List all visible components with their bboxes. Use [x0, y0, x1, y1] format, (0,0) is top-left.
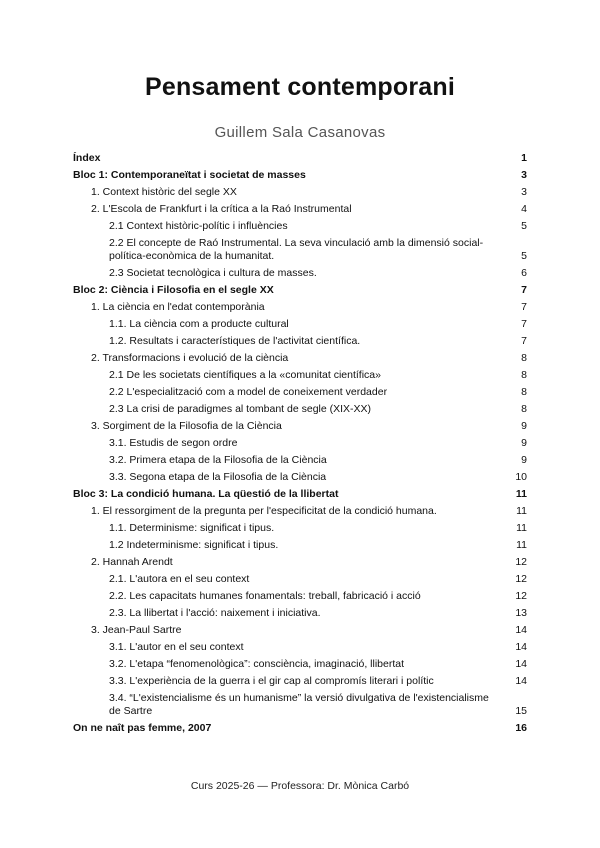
toc-entry-title: 1. El ressorgiment de la pregunta per l'especificitat de la condició humana.	[91, 505, 437, 517]
toc-entry-page: 1	[521, 152, 527, 164]
toc-entry-title: 1.2. Resultats i característiques de l'activitat científica.	[109, 335, 361, 347]
toc-entry-page: 5	[521, 250, 527, 262]
toc-entry-title: 3.4. “L'existencialisme és un humanisme” la versió divulgativa de l'existencialisme de Sartre	[109, 692, 489, 717]
toc-entry-page: 11	[516, 505, 527, 517]
toc-entry-title: 1. Context històric del segle XX	[91, 186, 237, 198]
toc-entry-title: 3.2. L'etapa “fenomenològica”: consciència, imaginació, llibertat	[109, 658, 405, 670]
toc-entry[interactable]	[73, 318, 527, 331]
toc-entry[interactable]	[73, 505, 527, 518]
toc-entry-page: 8	[521, 403, 527, 415]
toc-entry-title: On ne naît pas femme, 2007	[73, 722, 212, 734]
toc-entry-page: 14	[515, 675, 527, 687]
toc-entry-page: 7	[521, 284, 527, 296]
toc-entry-title: 1.1. La ciència com a producte cultural	[109, 318, 289, 330]
toc-entry-title: 2.1 De les societats científiques a la «comunitat científica»	[109, 369, 381, 381]
toc-entry-title: Bloc 1: Contemporaneïtat i societat de masses	[73, 169, 306, 181]
toc-entry[interactable]	[73, 169, 527, 182]
toc-entry-page: 10	[515, 471, 527, 483]
toc-entry-page: 13	[515, 607, 527, 619]
toc-entry[interactable]	[73, 522, 527, 535]
toc-entry-title: 3.2. Primera etapa de la Filosofia de la Ciència	[109, 454, 327, 466]
toc-entry[interactable]	[73, 454, 527, 467]
toc-entry-page: 7	[521, 318, 527, 330]
toc-entry-page: 14	[515, 658, 527, 670]
toc-entry-title: 2. L'Escola de Frankfurt i la crítica a la Raó Instrumental	[91, 203, 352, 215]
toc-entry-page: 9	[521, 420, 527, 432]
toc-entry[interactable]	[73, 352, 527, 365]
toc-entry-page: 4	[521, 203, 527, 215]
toc-entry-page: 8	[521, 352, 527, 364]
toc-entry[interactable]	[73, 237, 527, 263]
toc-entry-title: 3.1. L'autor en el seu context	[109, 641, 244, 653]
toc-entry[interactable]	[73, 722, 527, 735]
toc-entry-page: 9	[521, 454, 527, 466]
toc-entry[interactable]	[73, 471, 527, 484]
toc-entry-page: 14	[515, 624, 527, 636]
toc-entry[interactable]	[73, 641, 527, 654]
toc-entry-title: 3.1. Estudis de segon ordre	[109, 437, 238, 449]
toc-entry-page: 8	[521, 369, 527, 381]
toc-entry-page: 7	[521, 335, 527, 347]
toc-entry-title: 1. La ciència en l'edat contemporània	[91, 301, 265, 313]
toc-entry-page: 16	[515, 722, 527, 734]
toc-entry[interactable]	[73, 335, 527, 348]
toc-entry-title: 2.2 El concepte de Raó Instrumental. La seva vinculació amb la dimensió social-política-econòmica de la humanitat.	[109, 237, 484, 262]
toc-entry-title: 1.1. Determinisme: significat i tipus.	[109, 522, 275, 534]
toc-entry-page: 3	[521, 169, 527, 181]
toc-entry-page: 7	[521, 301, 527, 313]
table-of-contents	[73, 152, 527, 735]
toc-entry-title: 3. Jean-Paul Sartre	[91, 624, 182, 636]
toc-entry[interactable]	[73, 539, 527, 552]
toc-entry-title: Bloc 2: Ciència i Filosofia en el segle XX	[73, 284, 274, 296]
toc-entry-title: 3.3. L'experiència de la guerra i el gir cap al compromís literari i polític	[109, 675, 434, 687]
page-title: Pensament contemporani	[144, 73, 456, 101]
toc-entry-page: 6	[521, 267, 527, 279]
toc-entry[interactable]	[73, 220, 527, 233]
toc-entry[interactable]	[73, 284, 527, 297]
toc-entry[interactable]	[73, 437, 527, 450]
toc-entry[interactable]	[73, 386, 527, 399]
toc-entry-title: 2.3 Societat tecnològica i cultura de masses.	[109, 267, 317, 279]
toc-entry[interactable]	[73, 403, 527, 416]
toc-entry-title: 2. Transformacions i evolució de la ciència	[91, 352, 289, 364]
toc-entry-page: 11	[515, 488, 527, 500]
toc-entry-page: 12	[515, 556, 527, 568]
toc-entry[interactable]	[73, 301, 527, 314]
toc-entry-page: 5	[521, 220, 527, 232]
toc-entry-title: 2.1. L'autora en el seu context	[109, 573, 250, 585]
toc-entry[interactable]	[73, 607, 527, 620]
toc-entry-title: 3. Sorgiment de la Filosofia de la Ciència	[91, 420, 282, 432]
toc-entry-title: 2.2 L'especialització com a model de coneixement verdader	[109, 386, 388, 398]
toc-entry-page: 11	[516, 522, 527, 534]
toc-entry[interactable]	[73, 692, 527, 718]
toc-entry[interactable]	[73, 369, 527, 382]
toc-entry-title: 2.2. Les capacitats humanes fonamentals: treball, fabricació i acció	[109, 590, 421, 602]
toc-entry-page: 8	[521, 386, 527, 398]
toc-entry-title: 2.3. La llibertat i l'acció: naixement i iniciativa.	[109, 607, 321, 619]
toc-entry-title: 1.2 Indeterminisme: significat i tipus.	[109, 539, 279, 551]
toc-entry[interactable]	[73, 203, 527, 216]
toc-entry[interactable]	[73, 556, 527, 569]
toc-entry[interactable]	[73, 573, 527, 586]
toc-entry-title: Bloc 3: La condició humana. La qüestió de la llibertat	[73, 488, 339, 500]
toc-entry-page: 9	[521, 437, 527, 449]
toc-entry-page: 11	[516, 539, 527, 551]
toc-entry-title: 2.1 Context històric-polític i influències	[109, 220, 288, 232]
toc-entry[interactable]	[73, 488, 527, 501]
toc-entry-title: Índex	[73, 152, 101, 164]
toc-entry[interactable]	[73, 152, 527, 165]
toc-entry[interactable]	[73, 590, 527, 603]
toc-entry-title: 2. Hannah Arendt	[91, 556, 173, 568]
toc-entry[interactable]	[73, 675, 527, 688]
toc-entry-page: 12	[515, 590, 527, 602]
toc-entry-page: 3	[521, 186, 527, 198]
author-name: Guillem Sala Casanovas	[214, 124, 386, 141]
page-footer: Curs 2025-26 — Professora: Dr. Mònica Carbó	[190, 780, 410, 792]
toc-entry-page: 14	[515, 641, 527, 653]
toc-entry[interactable]	[73, 624, 527, 637]
toc-entry-page: 15	[515, 705, 527, 717]
toc-entry[interactable]	[73, 420, 527, 433]
toc-entry-title: 2.3 La crisi de paradigmes al tombant de segle (XIX-XX)	[109, 403, 372, 415]
toc-entry[interactable]	[73, 658, 527, 671]
toc-entry-title: 3.3. Segona etapa de la Filosofia de la Ciència	[109, 471, 327, 483]
toc-entry[interactable]	[73, 267, 527, 280]
toc-entry[interactable]	[73, 186, 527, 199]
toc-entry-page: 12	[515, 573, 527, 585]
